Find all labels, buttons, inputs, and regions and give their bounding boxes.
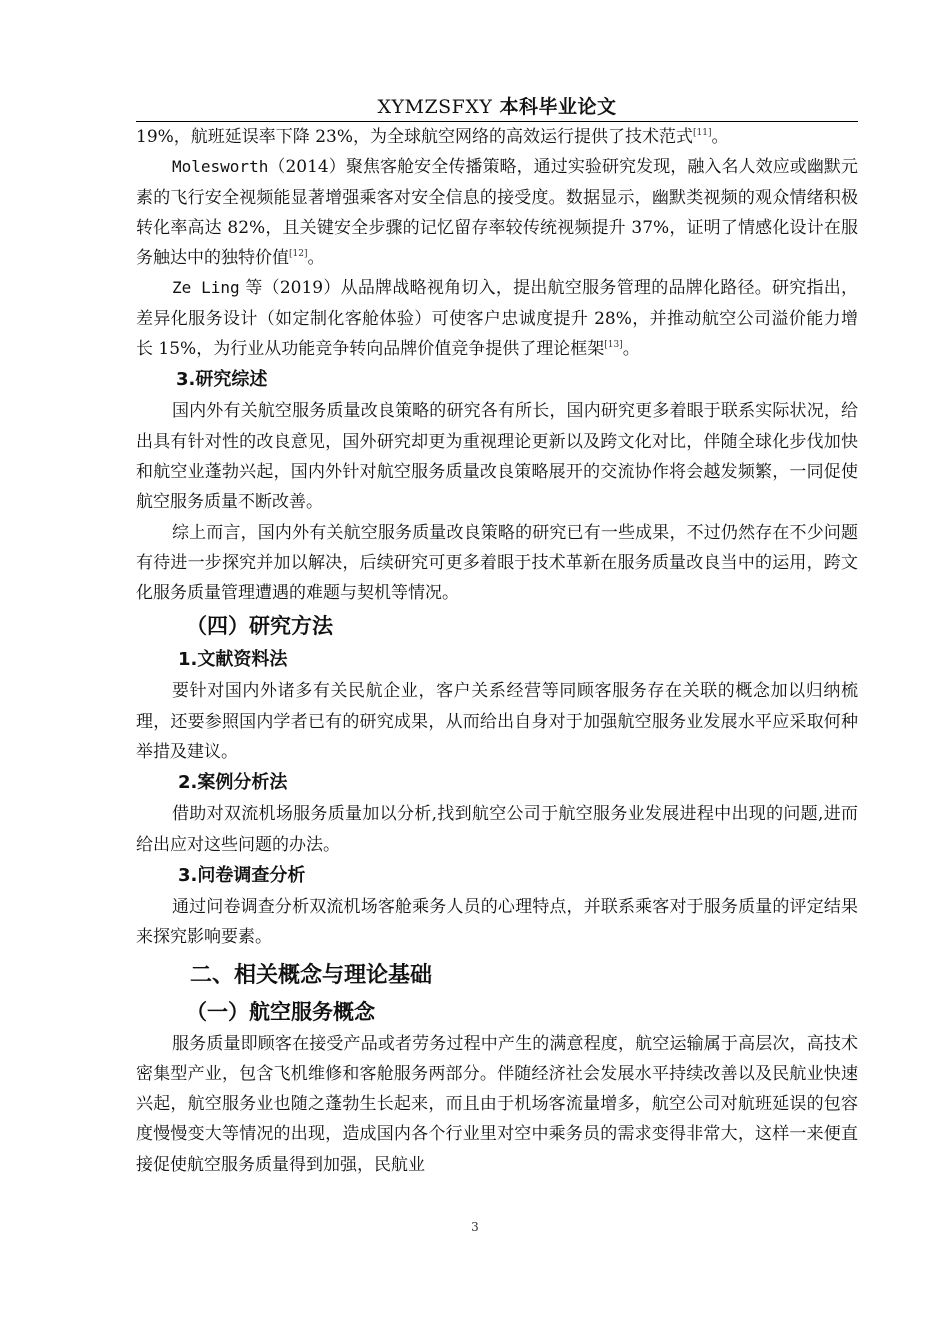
paragraph-tail: 。	[622, 339, 640, 360]
paragraph-survey-method: 通过问卷调查分析双流机场客舱乘务人员的心理特点，并联系乘客对于服务质量的评定结果来探究影响要素。	[136, 896, 858, 948]
heading-research-review: 3.研究综述	[176, 369, 268, 391]
heading-aviation-service-concept: （一）航空服务概念	[186, 999, 375, 1024]
header-latin-text: XYMZSFXY	[377, 96, 493, 118]
paragraph-review-2: 综上而言，国内外有关航空服务质量改良策略的研究已有一些成果，不过仍然存在不少问题有待进一步探究并加以解决，后续研究可更多着眼于技术革新在服务质量改良当中的运用，跨文化服务质量管理遭遇的难题与契机等情况。	[136, 522, 858, 604]
heading-survey-method: 3.问卷调查分析	[178, 864, 306, 886]
paragraph-case-method: 借助对双流机场服务质量加以分析,找到航空公司于航空服务业发展进程中出现的问题,进而给出应对这些问题的办法。	[136, 804, 858, 855]
author-name: Molesworth	[172, 157, 269, 177]
paragraph-text: 等（2019）从品牌战略视角切入，提出航空服务管理的品牌化路径。研究指出，差异化服务设计（如定制化客舱体验）可使客户忠诚度提升 28%，并推动航空公司溢价能力增长 15%，为行业从功能竞争转向品牌价值竞争提供了理论框架	[136, 278, 858, 360]
citation-ref: [13]	[604, 340, 623, 351]
page-number: 3	[471, 1220, 479, 1234]
paragraph-molesworth	[136, 152, 858, 273]
paragraph-literature-method: 要针对国内外诸多有关民航企业，客户关系经营等同顾客服务存在关联的概念加以归纳梳理，还要参照国内学者已有的研究成果，从而给出自身对于加强航空服务业发展水平应采取何种举措及建议。	[136, 681, 858, 763]
paragraph-tail: 。	[307, 248, 325, 269]
paragraph-tail: 。	[711, 127, 729, 147]
citation-ref: [11]	[692, 128, 712, 138]
paragraph-continued	[136, 122, 858, 152]
paragraph-text: 19%，航班延误率下降 23%，为全球航空网络的高效运行提供了技术范式	[136, 127, 693, 147]
paragraph-text: （2014）聚焦客舱安全传播策略，通过实验研究发现，融入名人效应或幽默元素的飞行安全视频能显著增强乘客对安全信息的接受度。数据显示，幽默类视频的观众情绪积极转化率高达 82%，且关键安全步骤的记忆留存率较传统视频提升 37%，证明了情感化设计在服务触达中的独特价值	[136, 157, 858, 269]
heading-research-methods: （四）研究方法	[186, 614, 333, 639]
paragraph-review-1: 国内外有关航空服务质量改良策略的研究各有所长，国内研究更多着眼于联系实际状况，给出具有针对性的改良意见，国外研究却更为重视理论更新以及跨文化对比，伴随全球化步伐加快和航空业蓬勃兴起，国内外针对航空服务质量改良策略展开的交流协作将会越发频繁，一同促使航空服务质量不断改善。	[136, 401, 858, 513]
author-name: Ze Ling	[172, 278, 240, 298]
citation-ref: [12]	[289, 249, 308, 260]
paragraph-ze-ling	[136, 273, 858, 364]
paragraph-aviation-service: 服务质量即顾客在接受产品或者劳务过程中产生的满意程度，航空运输属于高层次，高技术密集型产业，包含飞机维修和客舱服务两部分。伴随经济社会发展水平持续改善以及民航业快速兴起，航空服务业也随之蓬勃生长起来，而且由于机场客流量增多，航空公司对航班延误的包容度慢慢变大等情况的出现，造成国内各个行业里对空中乘务员的需求变得非常大，这样一来便直接促使航空服务质量得到加强，民航业	[136, 1033, 858, 1175]
body-text	[136, 122, 858, 1180]
header-cjk-text: 本科毕业论文	[492, 96, 617, 118]
heading-case-method: 2.案例分析法	[178, 772, 288, 794]
heading-literature-method: 1.文献资料法	[178, 649, 288, 671]
heading-chapter-two: 二、相关概念与理论基础	[190, 962, 433, 988]
running-header	[136, 92, 858, 119]
